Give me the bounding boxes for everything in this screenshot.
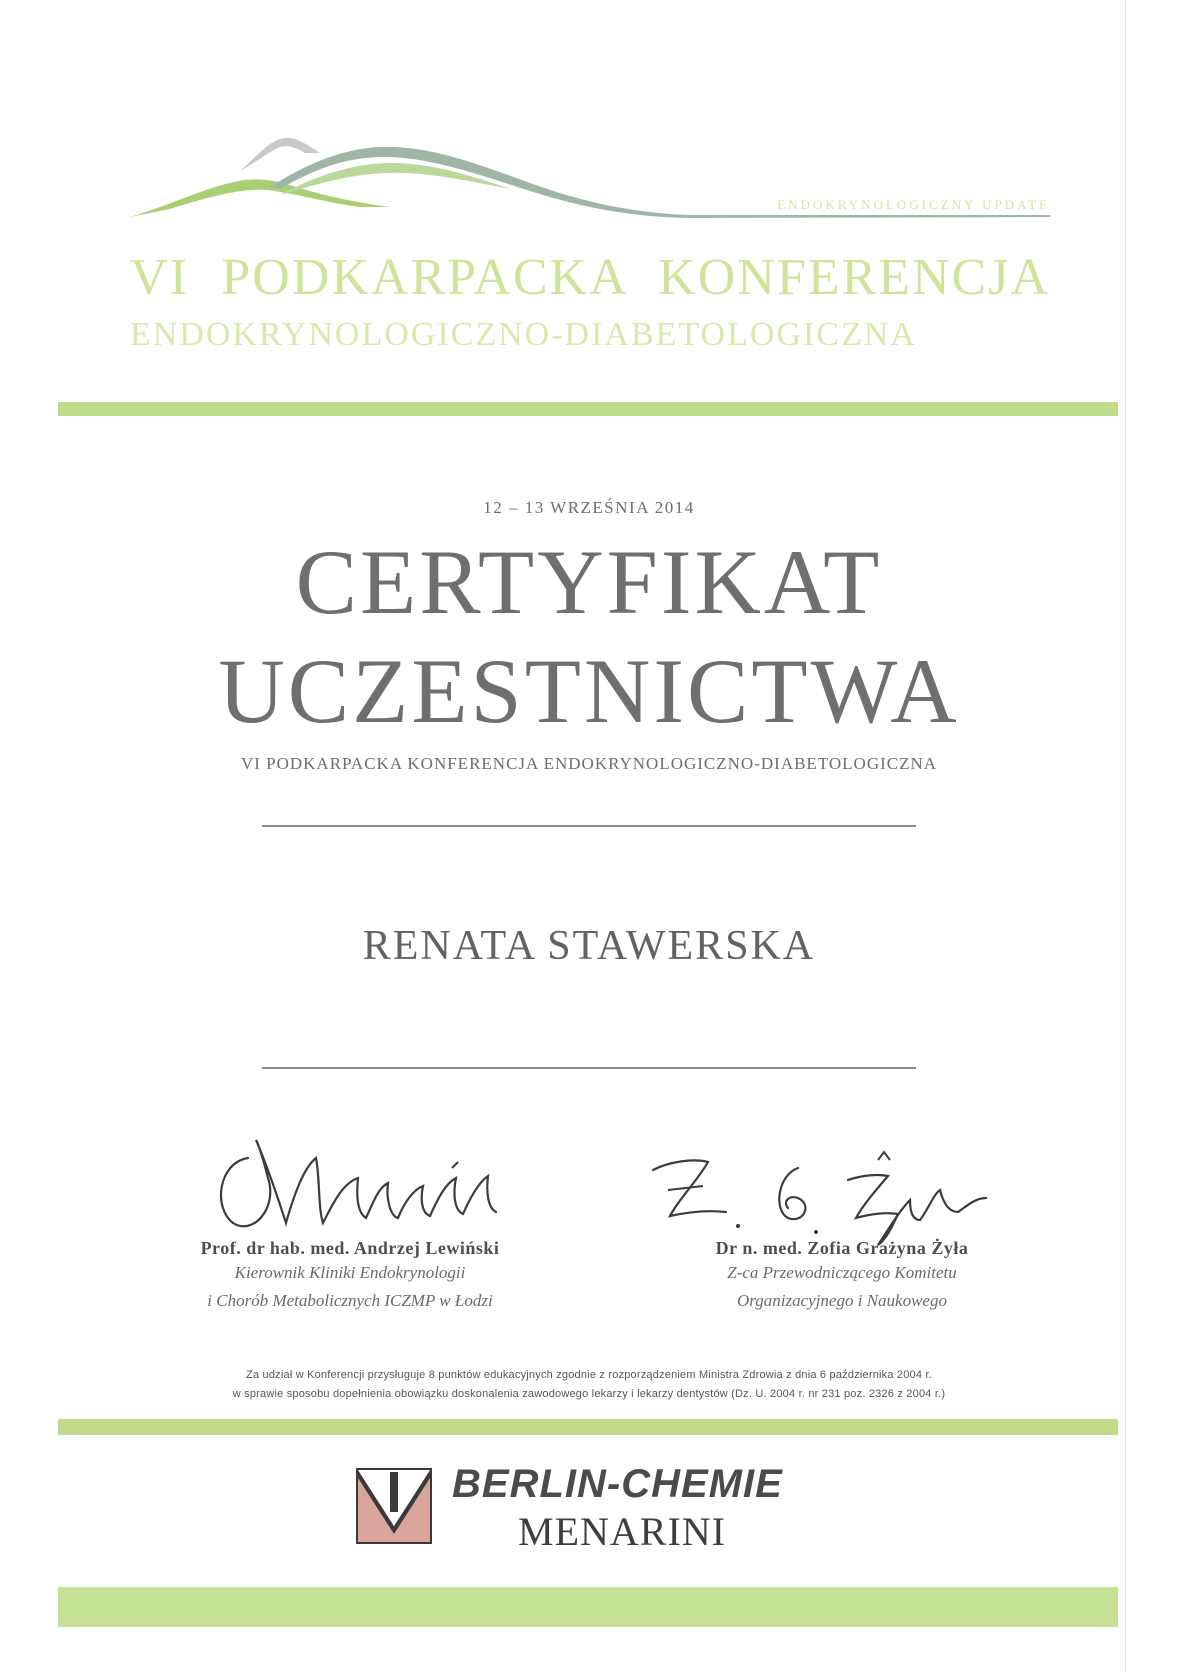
signature-lewinski (208, 1128, 508, 1238)
menarini-logo-icon (356, 1468, 432, 1544)
bottom-green-band (58, 1587, 1118, 1627)
signatory-role-right-2: Organizacyjnego i Naukowego (737, 1291, 947, 1310)
signature-zyla (648, 1140, 988, 1250)
conference-subtitle: ENDOKRYNOLOGICZNO-DIABETOLOGICZNA (130, 316, 917, 353)
signatory-role-left-2: i Chorób Metabolicznych ICZMP w Łodzi (207, 1291, 493, 1310)
footnote-line1: Za udział w Konferencji przysługuje 8 punktów edukacyjnych zgodnie z rozporządzeniem Ministra Zdrowia z dnia 6 października 2004 r. (246, 1369, 932, 1381)
divider-lower (262, 1067, 916, 1069)
signatory-name-right: Dr n. med. Zofia Grażyna Żyła (715, 1238, 969, 1258)
signatory-role-left-1: Kierownik Kliniki Endokrynologii (234, 1263, 466, 1282)
signature-block-right (632, 1238, 1052, 1315)
middle-green-band (58, 1419, 1118, 1435)
conference-title: VI PODKARPACKA KONFERENCJA (130, 249, 1050, 306)
signature-block-left (140, 1238, 560, 1315)
footnote-line2: w sprawie sposobu dopełnienia obowiązku doskonalenia zawodowego lekarzy i lekarzy dentystów (Dz. U. 2004 r. nr 231 poz. 2326 z 2004 r.) (232, 1388, 946, 1400)
sponsor-name-line2: MENARINI (518, 1509, 726, 1554)
page-edge (1125, 0, 1126, 1672)
signatory-name-left: Prof. dr hab. med. Andrzej Lewiński (200, 1238, 500, 1258)
conference-full-name: VI PODKARPACKA KONFERENCJA ENDOKRYNOLOGICZNO-DIABETOLOGICZNA (240, 754, 938, 773)
signatory-role-right-1: Z-ca Przewodniczącego Komitetu (727, 1263, 957, 1282)
top-green-band (58, 402, 1118, 416)
certificate-title-line1: CERTYFIKAT (295, 531, 883, 633)
divider-upper (262, 825, 916, 827)
sponsor-name-line1: BERLIN-CHEMIE (452, 1462, 783, 1506)
series-name: ENDOKRYNOLOGICZNY UPDATE (777, 197, 1050, 212)
mountain-logo-icon (130, 135, 1050, 235)
event-date: 12 – 13 WRZEŚNIA 2014 (483, 498, 695, 517)
certificate-title-line2: UCZESTNICTWA (218, 640, 960, 742)
participant-name: RENATA STAWERSKA (362, 923, 816, 969)
